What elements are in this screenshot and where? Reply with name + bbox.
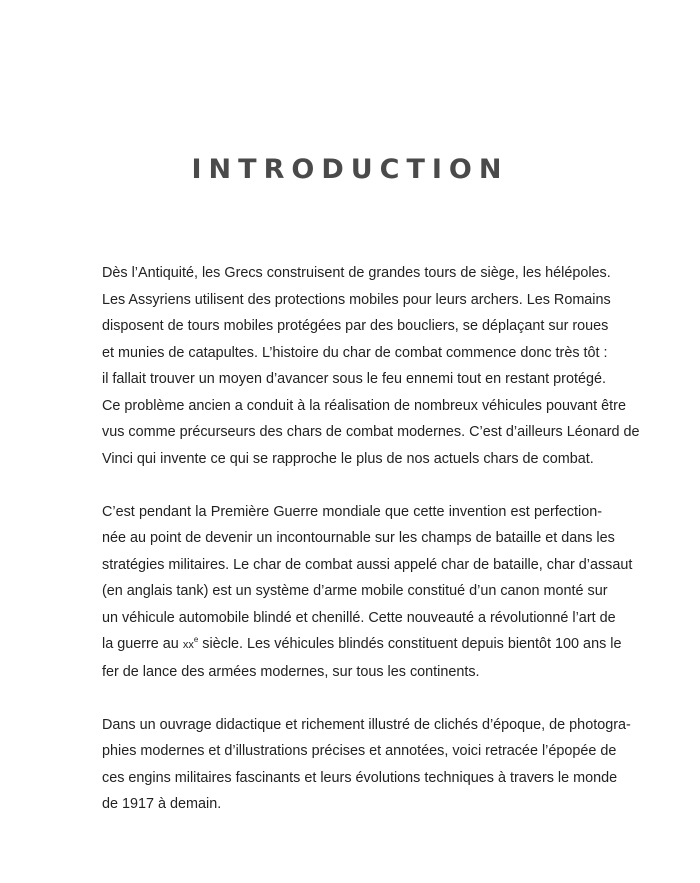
introduction-text (102, 260, 640, 844)
text-line: un véhicule automobile blindé et chenillé. Cette nouveauté a révolutionné l’art de (102, 609, 616, 626)
text-line: vus comme précurseurs des chars de combat modernes. C’est d’ailleurs Léonard de (102, 424, 640, 440)
text-line: Les Assyriens utilisent des protections mobiles pour leurs archers. Les Romains (102, 291, 611, 308)
text-line: Dans un ouvrage didactique et richement illustré de clichés d’époque, de photogra- (102, 716, 631, 733)
century-numeral: xx (182, 639, 194, 651)
page-title: INTRODUCTION (191, 154, 509, 185)
text-line: ces engins militaires fascinants et leurs évolutions techniques à travers le monde (102, 769, 618, 786)
text-line: C’est pendant la Première Guerre mondiale que cette invention est perfection- (102, 503, 602, 520)
text-line: et munies de catapultes. L’histoire du char de combat commence donc très tôt : (102, 344, 608, 361)
text-line: fer de lance des armées modernes, sur tous les continents. (102, 663, 480, 680)
paragraph-2 (102, 499, 633, 686)
text-line: (en anglais tank) est un système d’arme mobile constitué d’un canon monté sur (102, 583, 608, 599)
text-line: Vinci qui invente ce qui se rapproche le plus de nos actuels chars de combat. (102, 450, 594, 467)
text-line: née au point de devenir un incontournable sur les champs de bataille et dans les (102, 530, 615, 546)
text-line: il fallait trouver un moyen d’avancer sous le feu ennemi tout en restant protégé. (102, 371, 606, 387)
text-line: disposent de tours mobiles protégées par des boucliers, se déplaçant sur roues (102, 318, 609, 334)
century-text-line (102, 631, 622, 659)
text-line: Dès l’Antiquité, les Grecs construisent de grandes tours de siège, les hélépoles. (102, 265, 611, 281)
text-segment: la guerre au (102, 636, 183, 652)
text-line: phies modernes et d’illustrations précises et annotées, voici retracée l’épopée de (102, 743, 617, 759)
text-line: de 1917 à demain. (102, 796, 222, 812)
century-suffix: e (193, 635, 199, 645)
text-segment: siècle. Les véhicules blindés constituent depuis bientôt 100 ans le (198, 636, 622, 652)
text-line: Ce problème ancien a conduit à la réalisation de nombreux véhicules pouvant être (102, 397, 626, 414)
paragraph-1 (102, 260, 640, 472)
paragraph-3 (102, 712, 631, 818)
text-line: stratégies militaires. Le char de combat aussi appelé char de bataille, char d’assaut (102, 556, 633, 573)
